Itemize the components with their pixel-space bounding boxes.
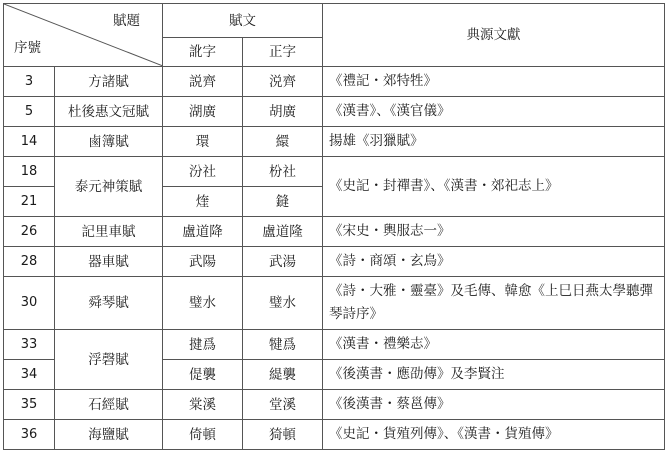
header-wrong-label: 訛字 [163,38,243,67]
row-source: 《漢書》、《漢官儀》 [323,97,665,127]
row-source: 《史記・貨殖列傳》、《漢書・貨殖傳》 [323,420,665,450]
row-number: 3 [4,67,55,97]
table-row [4,247,665,277]
row-right-char: 猗頓 [243,420,323,450]
row-source: 《禮記・郊特牲》 [323,67,665,97]
header-num-label: 序號 [14,40,41,56]
row-number: 35 [4,390,55,420]
row-source: 《後漢書・應劭傳》及李賢注 [323,360,665,390]
row-right-char: 璧水 [243,277,323,330]
header-right-label: 正字 [243,38,323,67]
row-title: 方諸賦 [55,67,163,97]
row-title: 泰元神策賦 [55,157,163,217]
row-title: 石經賦 [55,390,163,420]
row-source: 《後漢書・蔡邕傳》 [323,390,665,420]
row-right-char: 胡廣 [243,97,323,127]
row-right-char: 枌社 [243,157,323,187]
row-right-char: 武湯 [243,247,323,277]
row-number: 30 [4,277,55,330]
row-wrong-char: 璧水 [163,277,243,330]
table-row [4,390,665,420]
row-wrong-char: 湖廣 [163,97,243,127]
row-wrong-char: 説齊 [163,67,243,97]
row-number: 26 [4,217,55,247]
table-row [4,330,665,360]
row-right-char: 繯 [243,127,323,157]
row-wrong-char: 武陽 [163,247,243,277]
row-number: 21 [4,187,55,217]
table-row [4,157,665,187]
row-right-char: 涚齊 [243,67,323,97]
row-right-char: 鏠 [243,187,323,217]
row-number: 28 [4,247,55,277]
header-source-label: 典源文獻 [323,4,665,67]
row-wrong-char: 盧道降 [163,217,243,247]
row-wrong-char: 環 [163,127,243,157]
row-title: 鹵簿賦 [55,127,163,157]
row-right-char: 堂溪 [243,390,323,420]
row-number: 5 [4,97,55,127]
row-source: 《詩・大雅・靈臺》及毛傳、韓愈《上巳日燕太學聽彈琴詩序》 [323,277,665,330]
row-title: 器車賦 [55,247,163,277]
table-row [4,67,665,97]
row-number: 33 [4,330,55,360]
row-wrong-char: 煃 [163,187,243,217]
row-right-char: 緹襲 [243,360,323,390]
row-title: 浮磬賦 [55,330,163,390]
table-row [4,127,665,157]
row-title: 舜琴賦 [55,277,163,330]
row-wrong-char: 揵爲 [163,330,243,360]
row-right-char: 盧道隆 [243,217,323,247]
table-row [4,217,665,247]
table-row [4,277,665,330]
row-source: 《漢書・禮樂志》 [323,330,665,360]
row-right-char: 犍爲 [243,330,323,360]
header-text-label: 賦文 [163,4,323,38]
table-row [4,97,665,127]
row-source: 《宋史・輿服志一》 [323,217,665,247]
row-number: 14 [4,127,55,157]
source-correction-table [3,3,665,450]
diagonal-header-cell [4,4,163,67]
row-wrong-char: 倚頓 [163,420,243,450]
row-wrong-char: 棠溪 [163,390,243,420]
row-wrong-char: 偍襲 [163,360,243,390]
row-title: 杜後惠文冠賦 [55,97,163,127]
row-source: 《史記・封禪書》、《漢書・郊祀志上》 [323,157,665,217]
header-row-1 [4,4,665,38]
header-title-label: 賦題 [113,13,140,29]
row-source: 《詩・商頌・玄鳥》 [323,247,665,277]
row-wrong-char: 汾社 [163,157,243,187]
row-source: 揚雄《羽獵賦》 [323,127,665,157]
row-title: 海鹽賦 [55,420,163,450]
row-number: 18 [4,157,55,187]
row-number: 36 [4,420,55,450]
table-row [4,420,665,450]
row-number: 34 [4,360,55,390]
row-title: 記里車賦 [55,217,163,247]
